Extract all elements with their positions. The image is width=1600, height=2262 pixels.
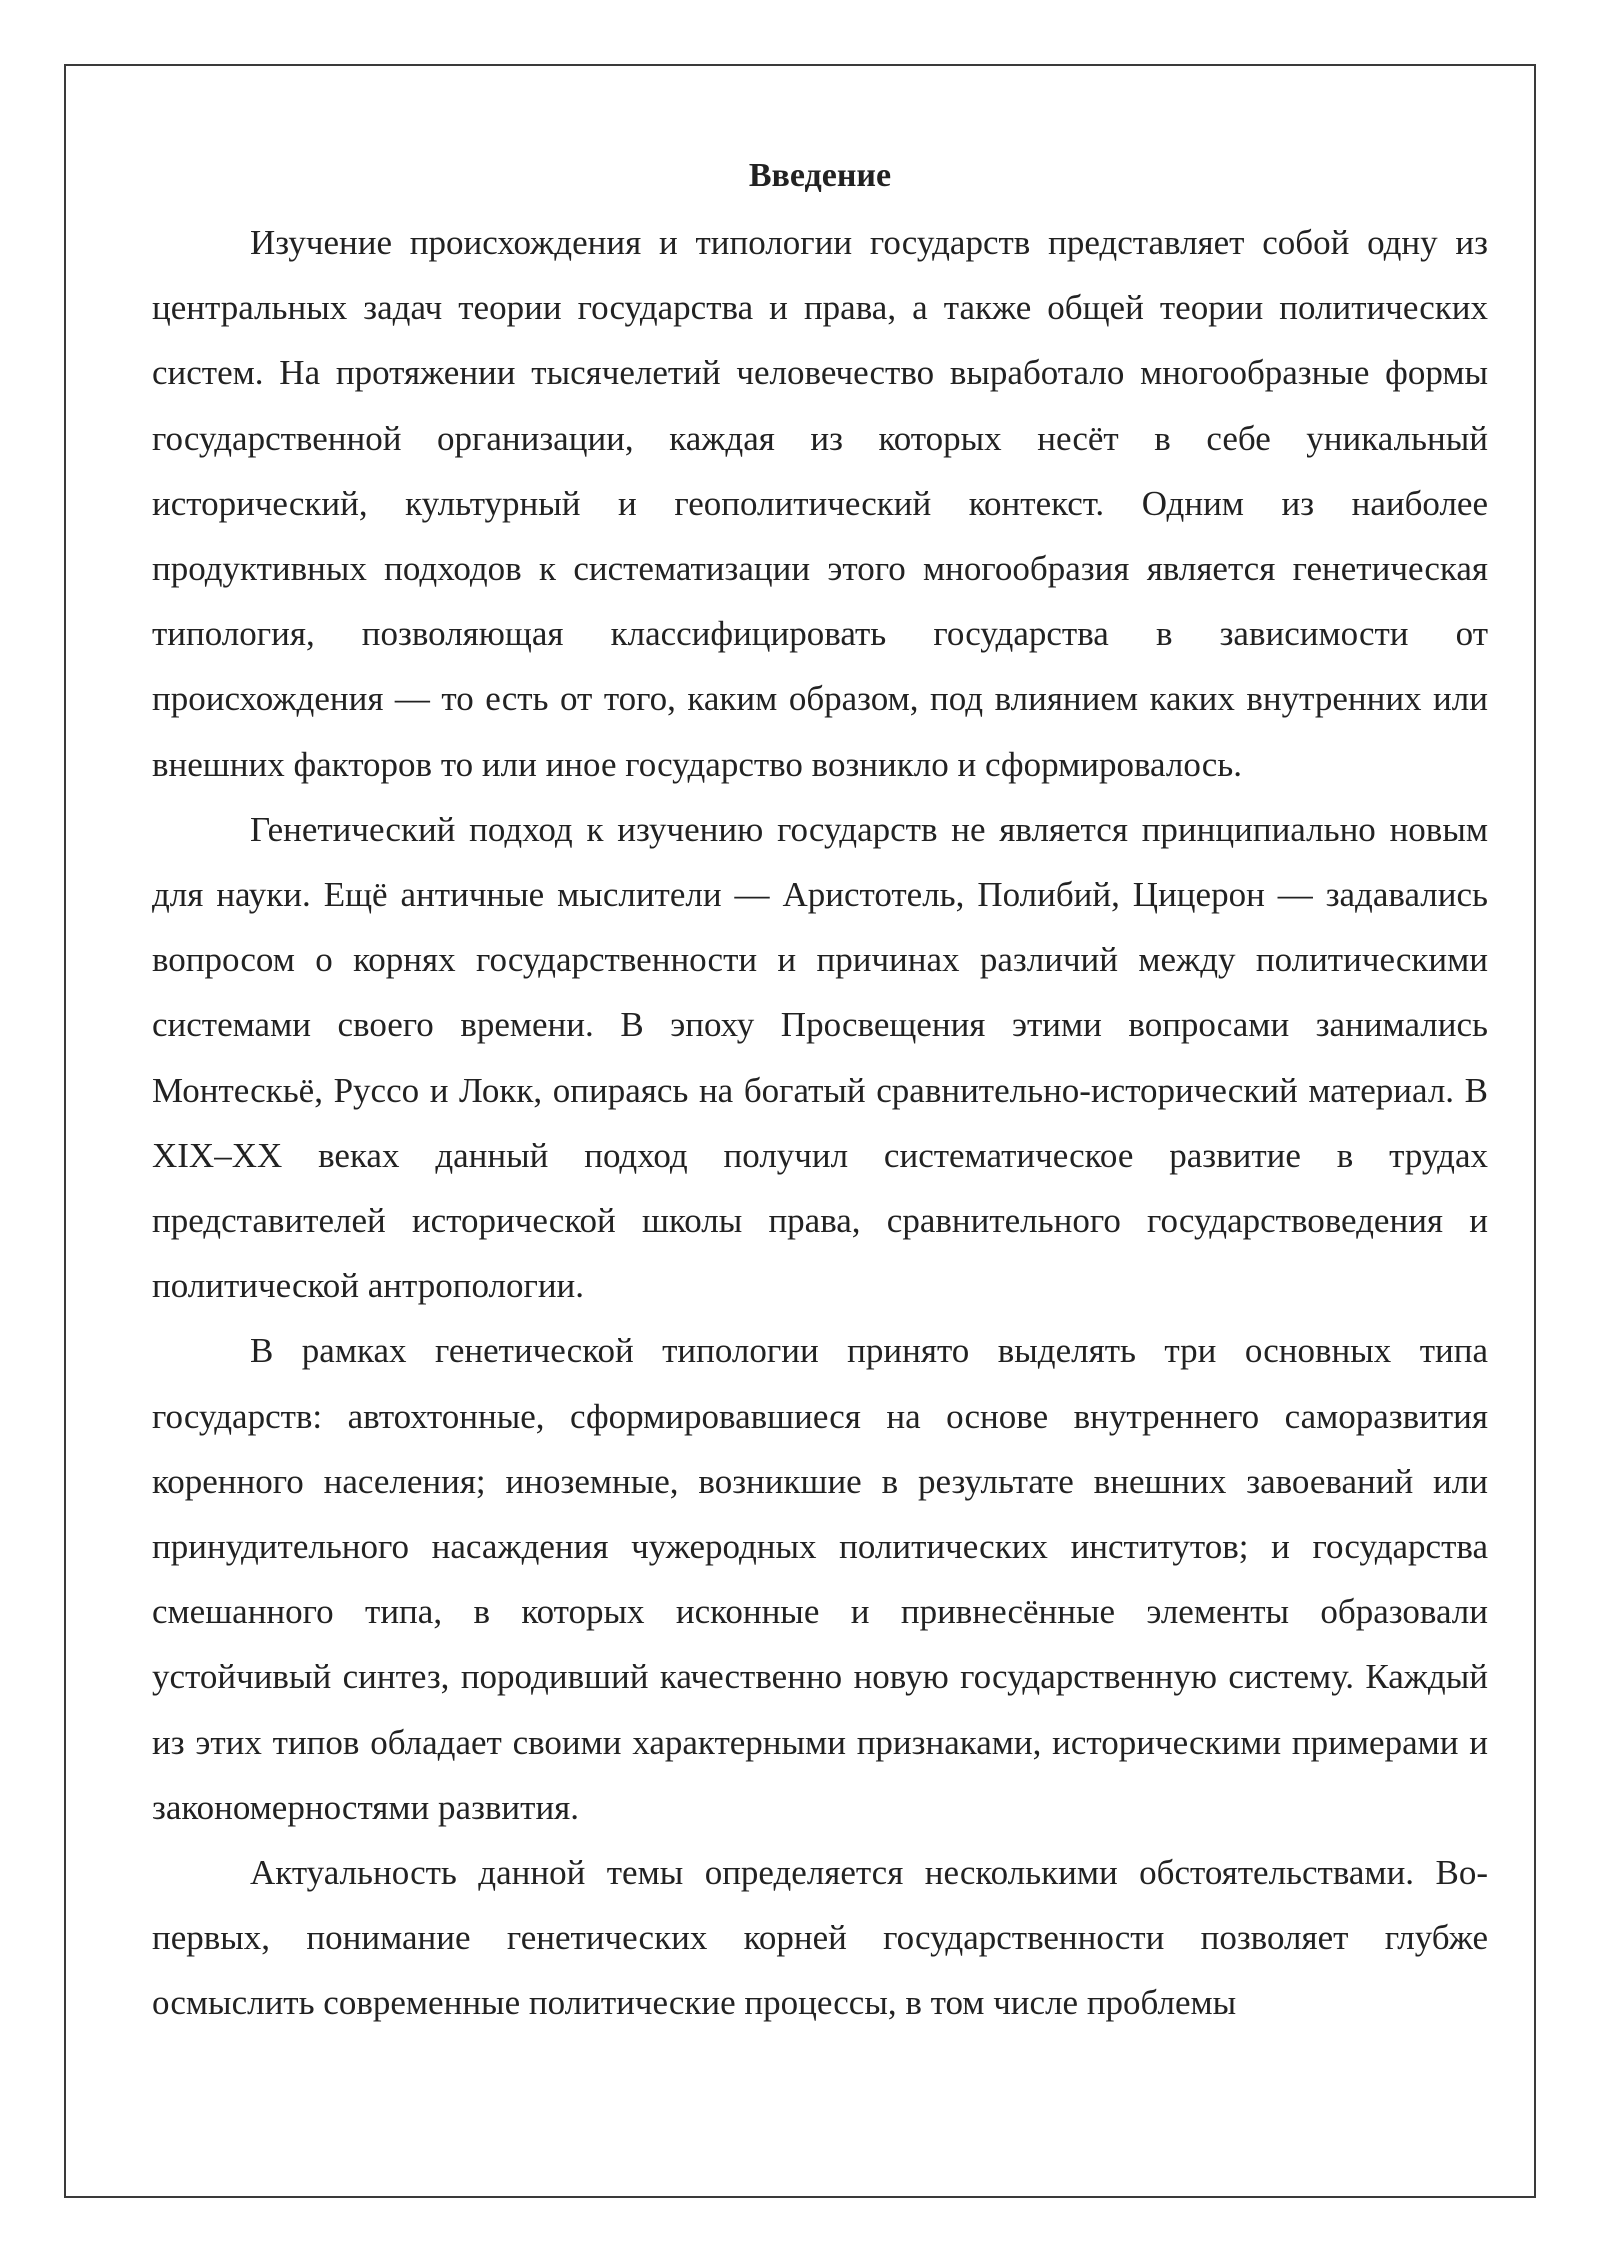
paragraph-4: Актуальность данной темы определяется несколькими обстоятельствами. Во-первых, понимание генетических корней государственности позволяет глубже осмыслить современные политические процессы, в том числе проблемы xyxy=(152,1853,1488,2023)
paragraph-2: Генетический подход к изучению государств не является принципиально новым для науки. Ещё античные мыслители — Аристотель, Полибий, Цицерон — задавались вопросом о корнях государственности и причинах различий между политическими системами своего времени. В эпоху Просвещения этими вопросами занимались Монтескьё, Руссо и Локк, опираясь на богатый сравнительно-исторический материал. В XIX–XX веках данный подход получил систематическое развитие в трудах представителей исторической школы права, сравнительного государствоведения и политической антропологии. xyxy=(152,809,1488,1306)
paragraph-3: В рамках генетической типологии принято выделять три основных типа государств: автохтонные, сформировавшиеся на основе внутреннего саморазвития коренного населения; иноземные, возникшие в результате внешних завоеваний или принудительного насаждения чужеродных политических институтов; и государства смешанного типа, в которых исконные и привнесённые элементы образовали устойчивый синтез, породивший качественно новую государственную систему. Каждый из этих типов обладает своими характерными признаками, историческими примерами и закономерностями развития. xyxy=(152,1331,1488,1827)
document-title: Введение xyxy=(748,157,892,194)
document-body xyxy=(152,150,1488,2036)
paragraph-1: Изучение происхождения и типологии государств представляет собой одну из центральных задач теории государства и права, а также общей теории политических систем. На протяжении тысячелетий человечество выработало многообразные формы государственной организации, каждая из которых несёт в себе уникальный исторический, культурный и геополитический контекст. Одним из наиболее продуктивных подходов к систематизации этого многообразия является генетическая типология, позволяющая классифицировать государства в зависимости от происхождения — то есть от того, каким образом, под влиянием каких внутренних или внешних факторов то или иное государство возникло и сформировалось. xyxy=(152,223,1488,784)
